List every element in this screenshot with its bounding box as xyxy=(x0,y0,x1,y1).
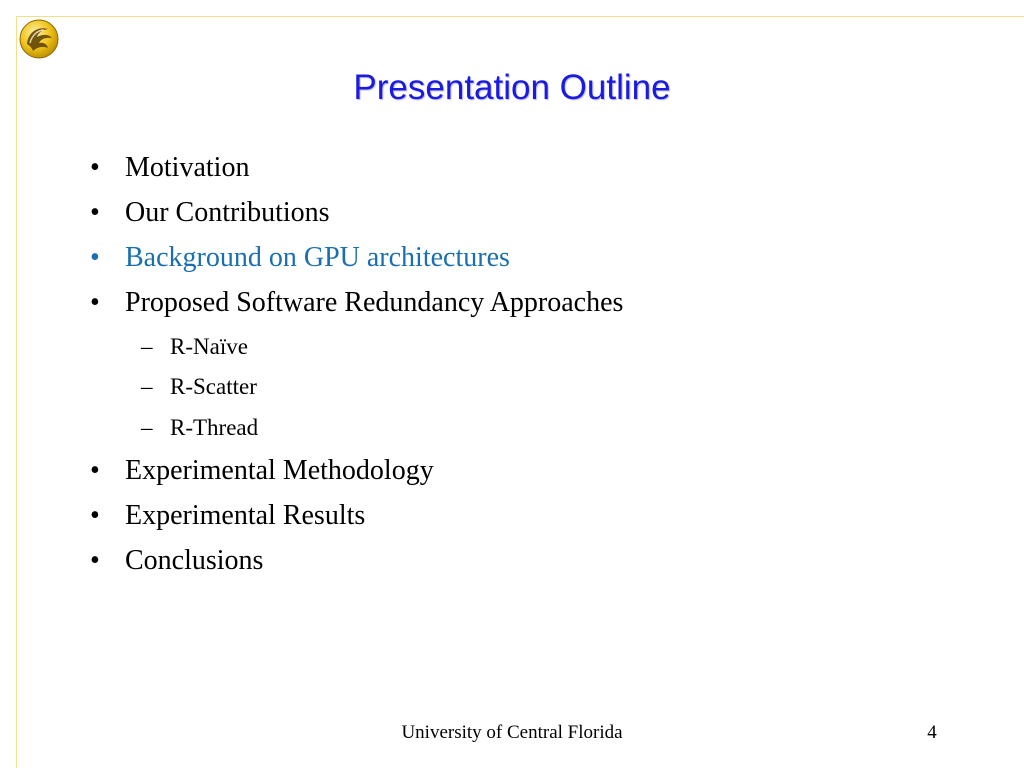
bullet-icon: • xyxy=(90,545,100,576)
frame-top-line xyxy=(16,16,1024,17)
frame-left-line xyxy=(16,16,17,768)
bullet-icon: • xyxy=(90,242,100,273)
slide-title: Presentation Outline xyxy=(353,68,671,107)
outline-item-label: Proposed Software Redundancy Approaches xyxy=(125,287,624,318)
outline-item-label: Our Contributions xyxy=(125,197,330,228)
bullet-icon: • xyxy=(90,197,100,228)
bullet-icon: • xyxy=(90,500,100,531)
outline-subitem-label: R-Thread xyxy=(170,415,259,440)
dash-icon: – xyxy=(141,415,153,440)
outline-item-label: Experimental Results xyxy=(125,500,366,531)
outline-item-label: Motivation xyxy=(125,152,250,183)
dash-icon: – xyxy=(141,334,153,359)
ucf-pegasus-logo-icon xyxy=(18,18,60,60)
outline-item-label: Conclusions xyxy=(125,545,264,576)
dash-icon: – xyxy=(141,374,153,399)
page-number: 4 xyxy=(927,722,937,743)
outline-item-label: Experimental Methodology xyxy=(125,455,434,486)
outline-item-label: Background on GPU architectures xyxy=(125,242,510,273)
outline-subitem-label: R-Scatter xyxy=(170,374,257,399)
outline-subitem-label: R-Naïve xyxy=(170,334,248,359)
bullet-icon: • xyxy=(90,455,100,486)
bullet-icon: • xyxy=(90,152,100,183)
bullet-icon: • xyxy=(90,287,100,318)
footer-institution: University of Central Florida xyxy=(401,722,623,743)
